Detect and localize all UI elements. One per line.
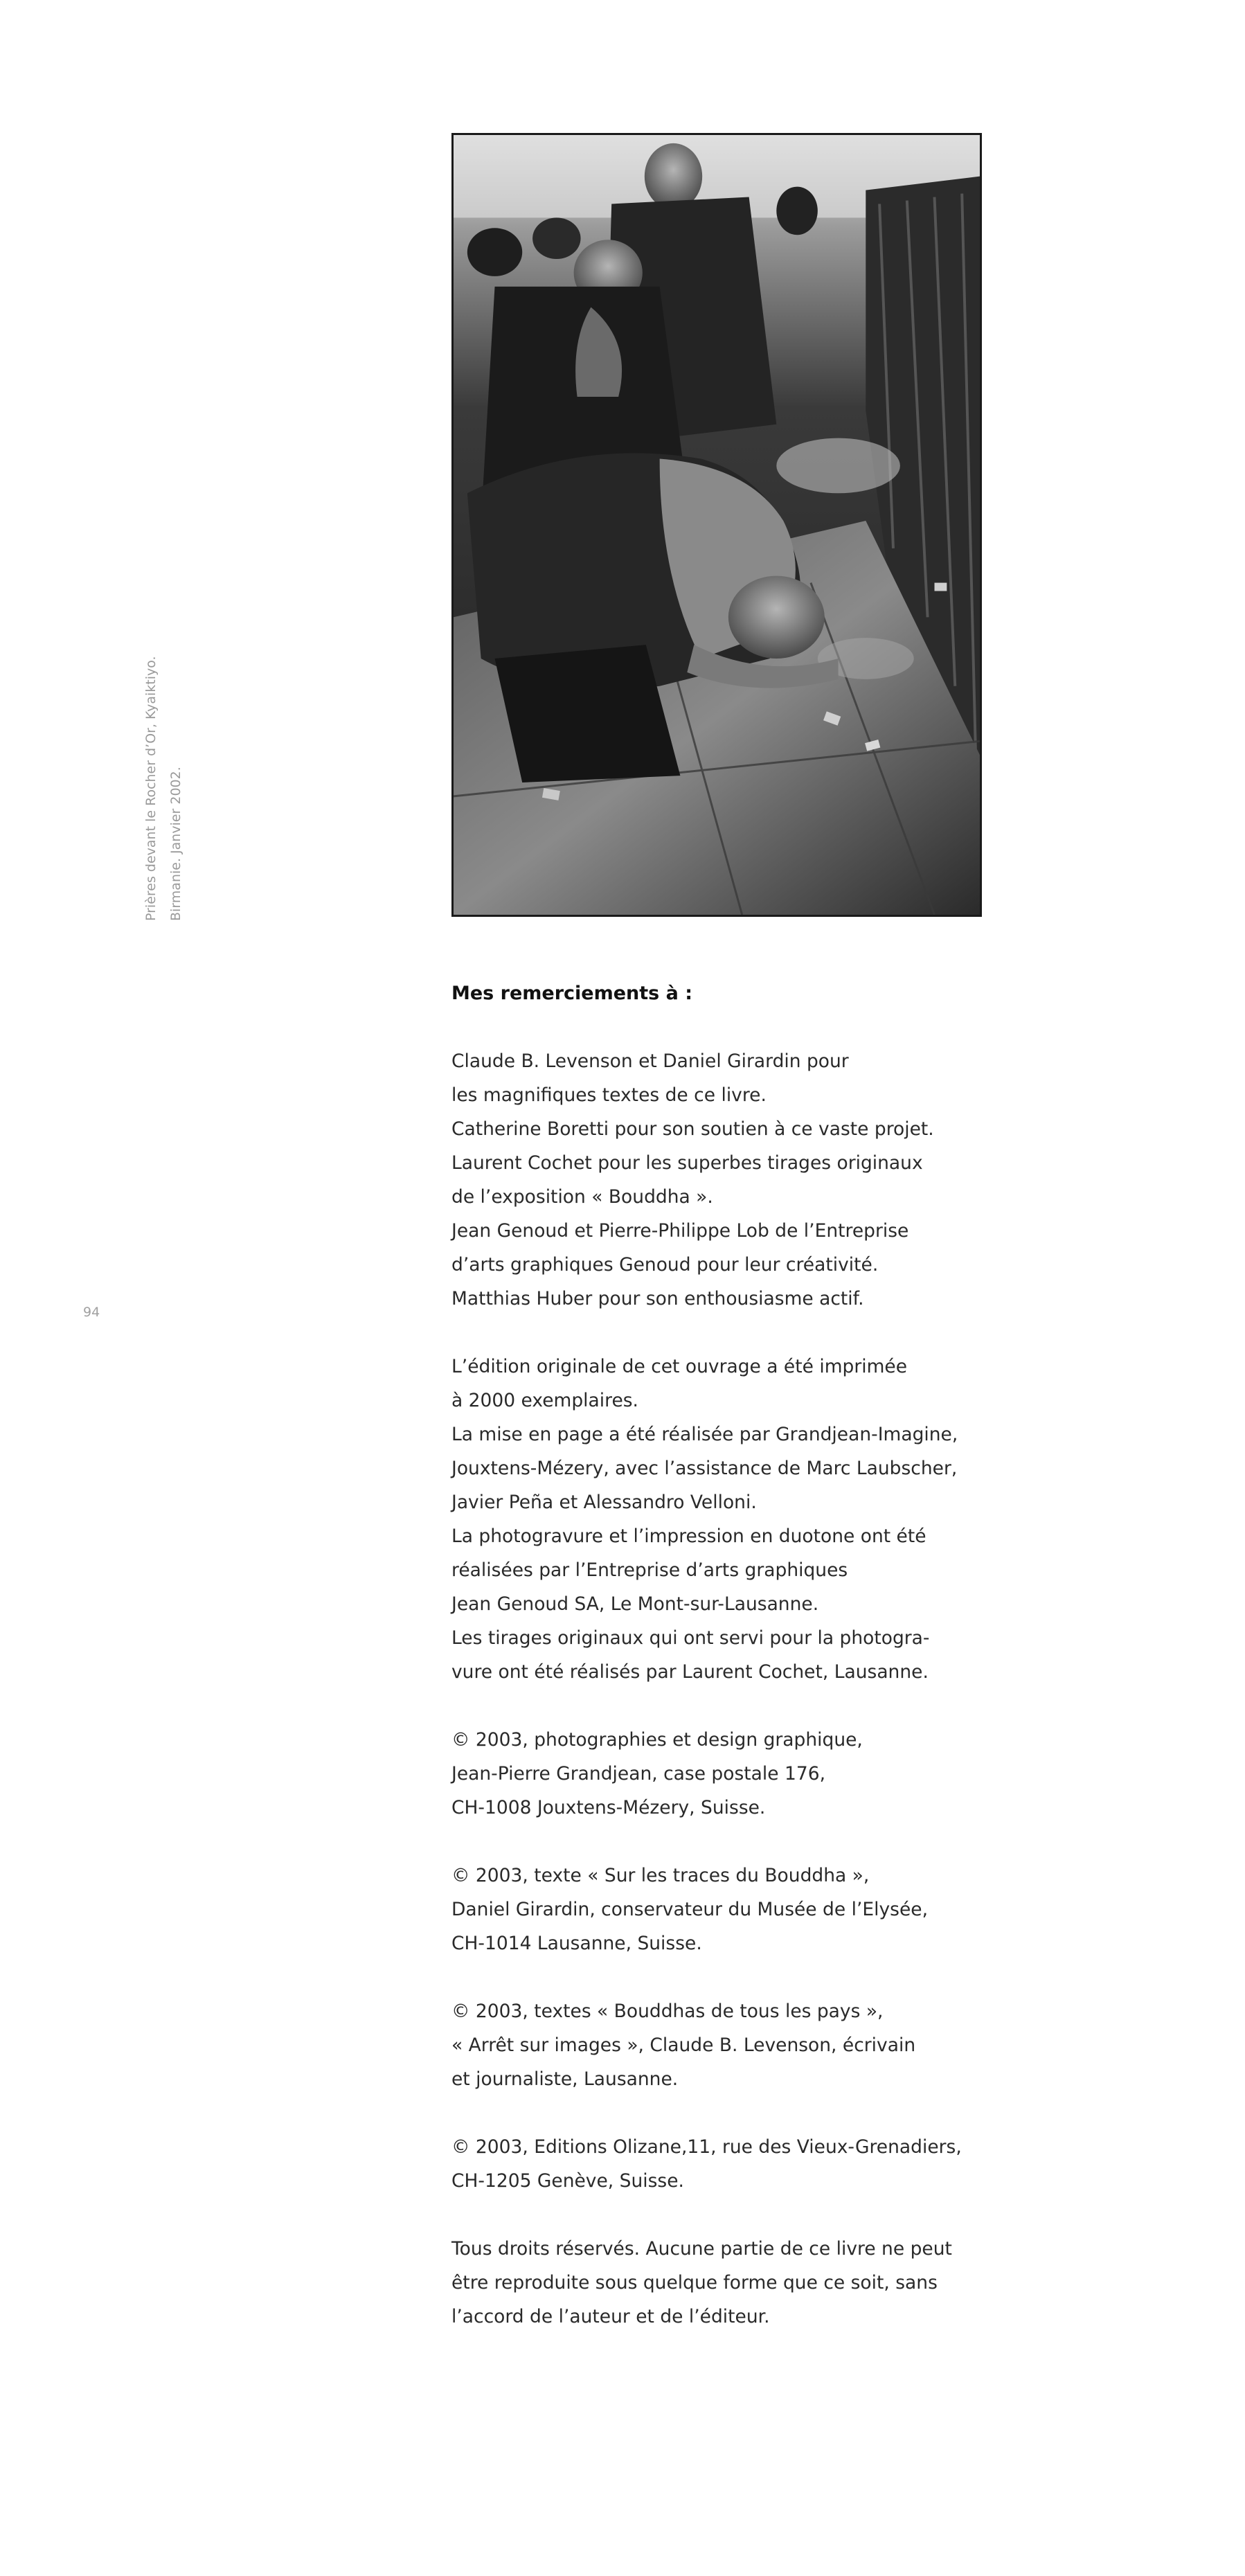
text-line: Jean Genoud et Pierre-Philippe Lob de l’Entreprise [451, 1220, 909, 1242]
text-line: les magnifiques textes de ce livre. [451, 1084, 767, 1106]
paragraph-block [451, 1044, 1019, 1316]
paragraph-block [451, 1723, 1019, 1825]
text-line: et journaliste, Lausanne. [451, 2068, 679, 2090]
text-line: Claude B. Levenson et Daniel Girardin pour [451, 1050, 849, 1072]
text-line: Javier Peña et Alessandro Velloni. [451, 1492, 757, 1513]
text-line: Les tirages originaux qui ont servi pour la photogra- [451, 1627, 930, 1649]
text-line: L’édition originale de cet ouvrage a été imprimée [451, 1356, 908, 1377]
paragraph-block [451, 2130, 1019, 2198]
text-line: La mise en page a été réalisée par Grandjean-Imagine, [451, 1424, 958, 1445]
paragraph-block [451, 1859, 1019, 1960]
caption-line-2: Birmanie. Janvier 2002. [168, 767, 183, 921]
paragraph-block [451, 1994, 1019, 2096]
text-line: l’accord de l’auteur et de l’éditeur. [451, 2306, 770, 2327]
text-blocks [451, 1044, 1019, 2334]
text-line: CH-1008 Jouxtens-Mézery, Suisse. [451, 1797, 766, 1818]
text-line: vure ont été réalisés par Laurent Cochet, Lausanne. [451, 1661, 929, 1683]
text-line: Jouxtens-Mézery, avec l’assistance de Marc Laubscher, [451, 1458, 958, 1479]
text-line: La photogravure et l’impression en duotone ont été [451, 1526, 926, 1547]
text-line: Matthias Huber pour son enthousiasme actif. [451, 1288, 864, 1309]
text-line: © 2003, photographies et design graphique, [451, 1729, 863, 1751]
text-line: « Arrêt sur images », Claude B. Levenson, écrivain [451, 2034, 916, 2056]
text-line: Jean-Pierre Grandjean, case postale 176, [451, 1763, 825, 1785]
acknowledgements-heading: Mes remerciements à : [451, 983, 693, 1004]
text-line: Daniel Girardin, conservateur du Musée de l’Elysée, [451, 1899, 928, 1920]
paragraph-block [451, 1350, 1019, 1689]
text-line: © 2003, texte « Sur les traces du Bouddha », [451, 1865, 870, 1886]
paragraph-block [451, 2232, 1019, 2334]
monk-prayer-photograph [451, 133, 982, 917]
photo-illustration [454, 135, 980, 915]
page-number: 94 [83, 1305, 100, 1320]
text-line: Laurent Cochet pour les superbes tirages originaux [451, 1152, 923, 1174]
text-line: CH-1205 Genève, Suisse. [451, 2170, 684, 2192]
caption-line-1: Prières devant le Rocher d’Or, Kyaiktiyo. [143, 656, 159, 921]
text-line: CH-1014 Lausanne, Suisse. [451, 1933, 702, 1954]
photo-caption [138, 656, 188, 921]
text-line: © 2003, textes « Bouddhas de tous les pays », [451, 2001, 884, 2022]
acknowledgements-column [451, 976, 1019, 2368]
text-line: © 2003, Editions Olizane,11, rue des Vieux-Grenadiers, [451, 2136, 962, 2158]
text-line: de l’exposition « Bouddha ». [451, 1186, 713, 1208]
text-line: Catherine Boretti pour son soutien à ce vaste projet. [451, 1118, 934, 1140]
text-line: à 2000 exemplaires. [451, 1390, 638, 1411]
text-line: d’arts graphiques Genoud pour leur créativité. [451, 1254, 879, 1276]
text-line: réalisées par l’Entreprise d’arts graphiques [451, 1559, 848, 1581]
text-line: être reproduite sous quelque forme que ce soit, sans [451, 2272, 938, 2293]
text-line: Tous droits réservés. Aucune partie de ce livre ne peut [451, 2238, 952, 2260]
text-line: Jean Genoud SA, Le Mont-sur-Lausanne. [451, 1593, 819, 1615]
